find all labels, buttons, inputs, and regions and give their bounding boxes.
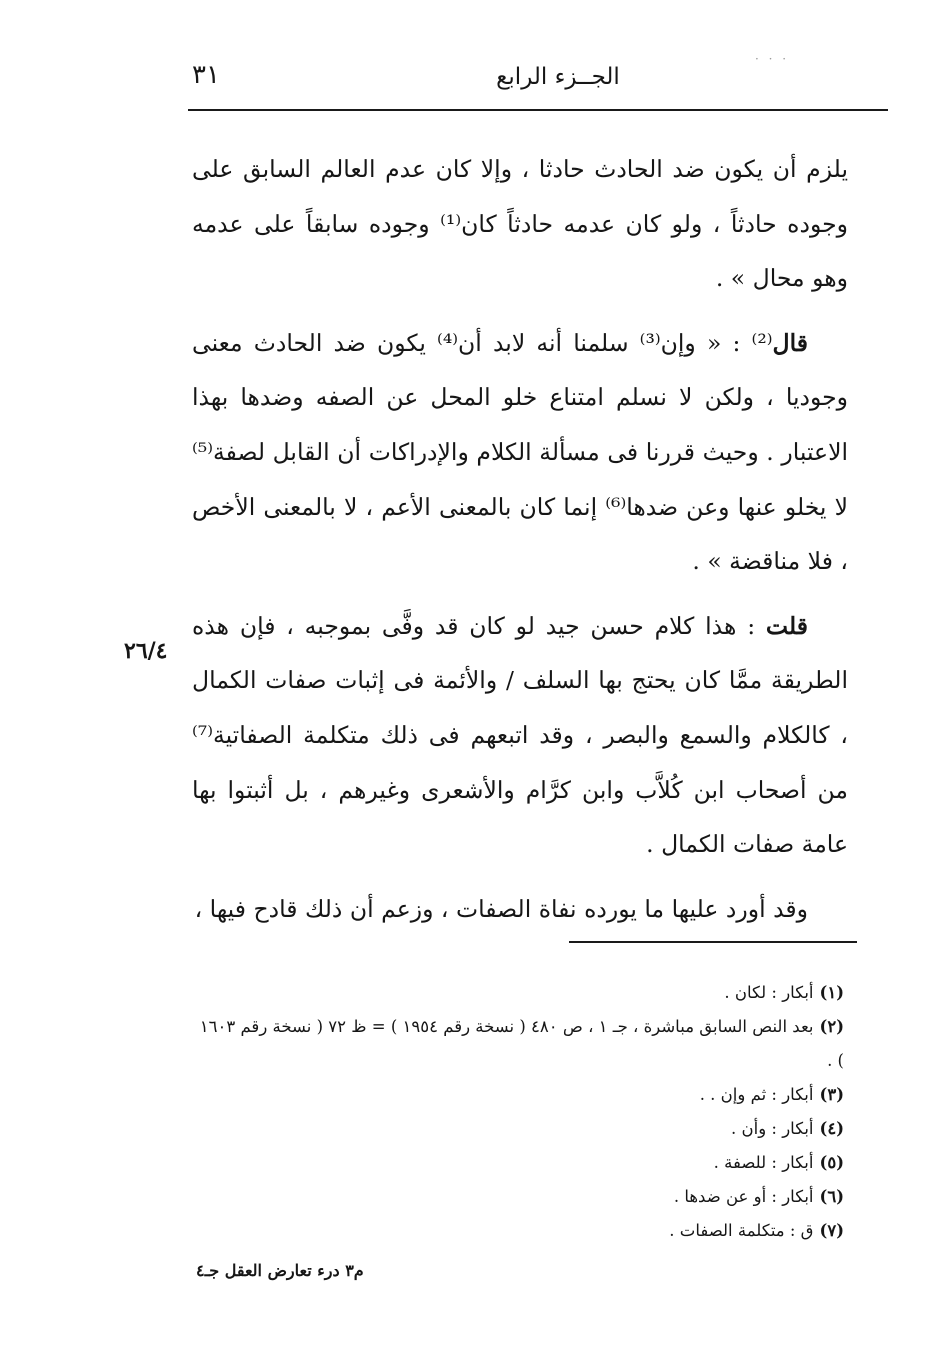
paragraph-3: هذا كلام حسن جيد لو كان قد وفَّى بموجبه ، فإن هذه الطريقة ممَّا كان يحتج بها السلف / والأئمة فى إثبات صفات الكمال ، كالكلام والسمع والبصر ، وقد اتبعهم فى ذلك متكلمة الصفاتية⁽⁷⁾ من أصحاب ابن كُلاَّب وابن كرَّام والأشعرى وغيرهم ، بل أثبتوا بها عامة صفات الكمال . xyxy=(192,611,848,859)
paragraph-4: وقد أورد عليها ما يورده نفاة الصفات ، وزعم أن ذلك قادح فيها ، xyxy=(194,894,808,923)
footnote-text: ق : متكلمة الصفات . xyxy=(669,1221,814,1240)
footnote-number: (٢) xyxy=(819,1017,844,1036)
footnote-3 xyxy=(196,1078,844,1112)
signature-mark: م٣ درء تعارض العقل جـ٤ xyxy=(196,1261,364,1280)
running-title: الجــزء الرابع xyxy=(496,64,620,90)
qultu-label: قلت xyxy=(765,611,808,640)
page-header xyxy=(188,58,888,104)
paragraph-1: يلزم أن يكون ضد الحادث حادثا ، وإلا كان عدم العالم السابق على وجوده حادثاً ، ولو كان عدمه حادثاً كان⁽¹⁾ وجوده سابقاً على عدمه وهو محال » . xyxy=(192,155,848,293)
footnote-5 xyxy=(196,1146,844,1180)
footnote-number: (١) xyxy=(819,983,844,1002)
footnote-number: (٤) xyxy=(819,1119,844,1138)
footnote-1 xyxy=(196,976,844,1010)
footnote-4 xyxy=(196,1112,844,1146)
footnotes xyxy=(196,976,844,1248)
footnote-6 xyxy=(196,1180,844,1214)
header-rule xyxy=(188,109,888,111)
main-text xyxy=(192,142,848,946)
qala-text: ⁽²⁾ : « وإن⁽³⁾ سلمنا أنه لابد أن⁽⁴⁾ يكون ضد الحادث معنى xyxy=(192,328,773,357)
qala-label: قال xyxy=(772,328,808,357)
margin-reference: ٢٦/٤ xyxy=(124,638,168,664)
footnote-text: بعد النص السابق مباشرة ، جـ ١ ، ص ٤٨٠ ( نسخة رقم ١٩٥٤ ) = ظ ٧٢ ( نسخة رقم ١٦٠٣ ) . xyxy=(199,1017,844,1070)
paragraph-2: وجوديا ، ولكن لا نسلم امتناع خلو المحل عن الصفه وضدها بهذا الاعتبار . وحيث قررنا فى مسألة الكلام والإدراكات أن القابل لصفة⁽⁵⁾ لا يخلو عنها وعن ضدها⁽⁶⁾ إنما كان بالمعنى الأعم ، لا بالمعنى الأخص ، فلا مناقضة » . xyxy=(192,383,848,576)
footnote-text: أبكار : أو عن ضدها . xyxy=(673,1187,814,1206)
footnote-text: أبكار : لكان . xyxy=(724,983,814,1002)
footnote-number: (٥) xyxy=(819,1153,844,1172)
footnote-text: أبكار : وأن . xyxy=(731,1119,814,1138)
footnote-number: (٧) xyxy=(819,1221,844,1240)
paragraph-2-opening xyxy=(192,316,848,589)
footnote-number: (٣) xyxy=(819,1085,844,1104)
footnote-text: أبكار : ثم وإن . . xyxy=(699,1085,814,1104)
footnote-text: أبكار : للصفة . xyxy=(713,1153,814,1172)
page-number: ٣١ xyxy=(192,60,220,90)
qultu-separator: : xyxy=(736,611,766,640)
scan-speck: · · · xyxy=(755,52,790,66)
paragraph-3-opening xyxy=(192,599,848,872)
footnote-rule xyxy=(569,941,857,943)
footnote-7 xyxy=(196,1214,844,1248)
footnote-2 xyxy=(196,1010,844,1078)
footnote-number: (٦) xyxy=(819,1187,844,1206)
